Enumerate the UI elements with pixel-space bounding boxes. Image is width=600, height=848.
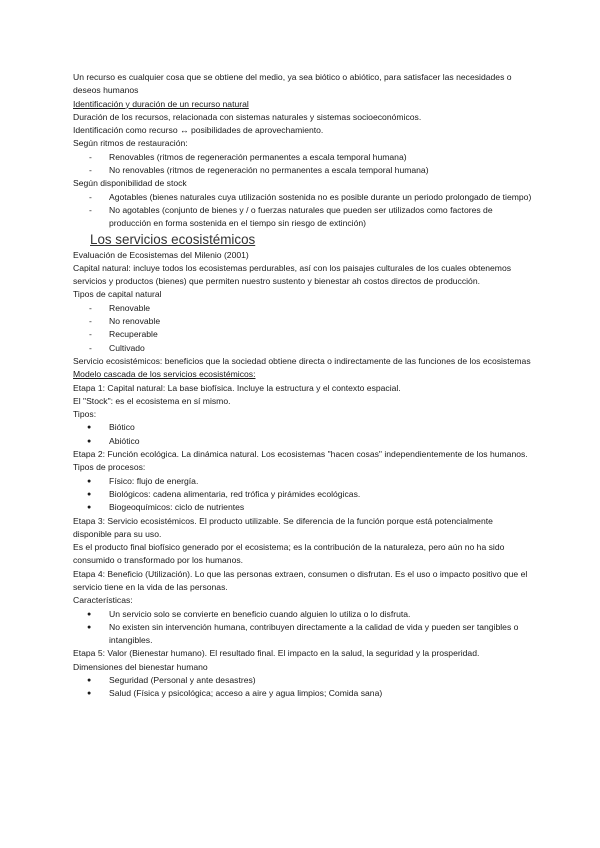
types-list — [73, 421, 533, 448]
list-item: ● Seguridad (Personal y ante desastres) — [73, 674, 533, 687]
stock-text: El "Stock": es el ecosistema en sí mismo. — [73, 395, 231, 406]
list-item: - Renovables (ritmos de regeneración permanentes a escala temporal humana) — [73, 151, 533, 164]
wellbeing-dimensions-label: Dimensiones del bienestar humano — [73, 661, 208, 672]
list-item: ● Salud (Física y psicológica; acceso a aire y agua limpios; Comida sana) — [73, 687, 533, 700]
process-types-label: Tipos de procesos: — [73, 462, 146, 473]
restoration-list — [73, 151, 533, 178]
list-item: ● Un servicio solo se convierte en beneficio cuando alguien lo utiliza o lo disfruta. — [73, 608, 533, 621]
list-item: ● Biológicos: cadena alimentaria, red trófica y pirámides ecológicas. — [73, 488, 533, 501]
stage1-text: Etapa 1: Capital natural: La base biofísica. Incluye la estructura y el contexto espacial. — [73, 382, 401, 393]
stage3-text: Etapa 3: Servicio ecosistémicos. El producto utilizable. Se diferencia de la función porque está potencialmente disponible para su uso. — [73, 515, 493, 539]
natural-capital-text: Capital natural: incluye todos los ecosistemas perdurables, así con los paisajes culturales de los cuales obtenemos servicios y productos (bienes) que permiten nuestro sustento y bienestar ah costos directos de producción. — [73, 262, 512, 287]
capital-types-label: Tipos de capital natural — [73, 289, 162, 300]
identification-text: Identificación como recurso ↔ posibilidades de aprovechamiento. — [73, 125, 324, 136]
capital-types-list — [73, 302, 533, 355]
characteristics-label: Características: — [73, 595, 133, 606]
availability-label: Según disponibilidad de stock — [73, 178, 187, 189]
types-label: Tipos: — [73, 409, 97, 420]
wellbeing-dimensions-list — [73, 674, 533, 701]
document-body — [73, 71, 533, 701]
ecosystem-service-text: Servicio ecosistémicos: beneficios que la sociedad obtiene directa o indirectamente de las funciones de los ecosistemas — [73, 355, 531, 366]
list-item: ● Abiótico — [73, 435, 533, 448]
stage5-text: Etapa 5: Valor (Bienestar humano). El resultado final. El impacto en la salud, la seguridad y la prosperidad. — [73, 648, 480, 659]
duration-text: Duración de los recursos, relacionada con sistemas naturales y sistemas socioeconómicos. — [73, 111, 422, 122]
characteristics-list — [73, 608, 533, 648]
list-item: ● No existen sin intervención humana, contribuyen directamente a la calidad de vida y pueden ser tangibles o intangibles. — [73, 621, 533, 648]
list-item: - Cultivado — [73, 342, 533, 355]
availability-list — [73, 191, 533, 231]
list-item: - No agotables (conjunto de bienes y / o fuerzas naturales que pueden ser utilizados como factores de producción en forma sostenida en el tiempo sin riesgo de extinción) — [73, 204, 533, 231]
stage2-text: Etapa 2: Función ecológica. La dinámica natural. Los ecosistemas "hacen cosas" independientemente de los humanos. — [73, 449, 528, 460]
list-item: - No renovables (ritmos de regeneración no permanentes a escala temporal humana) — [73, 164, 533, 177]
list-item: - Renovable — [73, 302, 533, 315]
subheading-resource-identification: Identificación y duración de un recurso natural — [73, 98, 249, 109]
cascade-model-subheading: Modelo cascada de los servicios ecosistémicos: — [73, 369, 256, 380]
list-item: ● Biogeoquímicos: ciclo de nutrientes — [73, 501, 533, 514]
restoration-label: Según ritmos de restauración: — [73, 138, 188, 149]
list-item: - Agotables (bienes naturales cuya utilización sostenida no es posible durante un periodo prolongado de tiempo) — [73, 191, 533, 204]
list-item: - No renovable — [73, 315, 533, 328]
list-item: - Recuperable — [73, 328, 533, 341]
stage4-text: Etapa 4: Beneficio (Utilización). Lo que las personas extraen, consumen o disfrutan. Es el uso o impacto positivo que el servicio tiene en la vida de las personas. — [73, 568, 528, 592]
section-heading: Los servicios ecosistémicos — [90, 231, 256, 247]
intro-paragraph: Un recurso es cualquier cosa que se obtiene del medio, ya sea biótico o abiótico, para satisfacer las necesidades o deseos humanos — [73, 72, 512, 96]
evaluation-text: Evaluación de Ecosistemas del Milenio (2001) — [73, 249, 249, 260]
list-item: ● Físico: flujo de energía. — [73, 475, 533, 488]
list-item: ● Biótico — [73, 421, 533, 434]
process-types-list — [73, 475, 533, 515]
final-product-text: Es el producto final biofísico generado por el ecosistema; es la contribución de la naturaleza, pero aún no ha sido consumido o transformado por los humanos. — [73, 542, 505, 566]
